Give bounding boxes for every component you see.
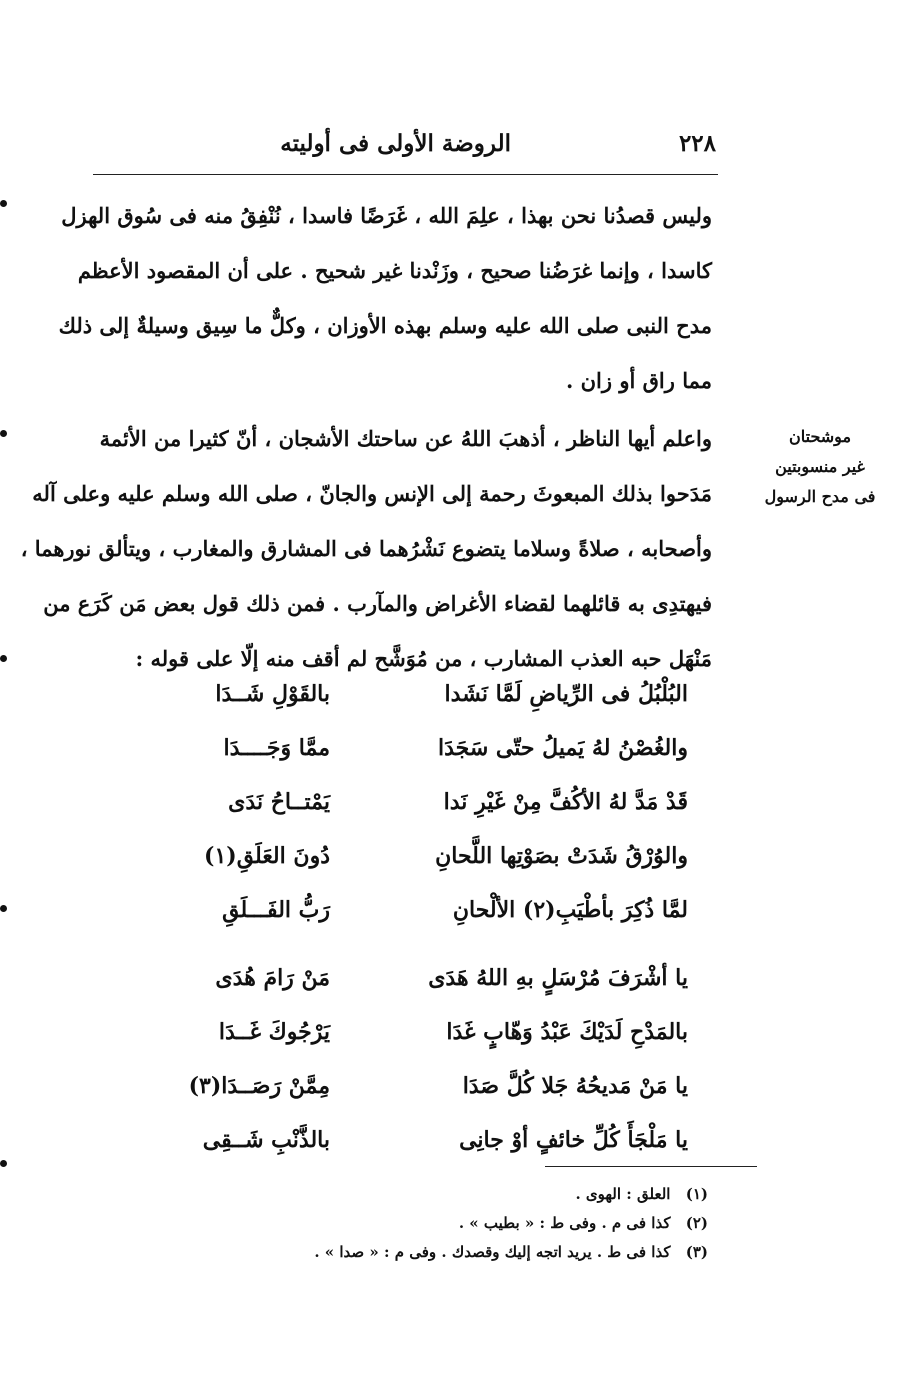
verse-first-hemistich: بالمَدْحِ لَدَيْكَ عَبْدُ وَهّابٍ غَدَا <box>446 1019 688 1045</box>
paragraph-1 <box>58 188 712 408</box>
footnote-number: (١) <box>685 1185 708 1203</box>
footnote <box>200 1238 708 1267</box>
footnote-number: (٢) <box>685 1214 708 1232</box>
verse-first-hemistich: يا مَلْجَأَ كُلِّ خائفٍ أوْ جانِى <box>459 1127 688 1153</box>
running-header <box>96 130 716 170</box>
scan-margin-mark <box>0 430 7 437</box>
verse-first-hemistich: لمَّا ذُكِرَ بأطْيَبِ(٢) الألْحانِ <box>452 897 688 923</box>
verse <box>100 837 712 891</box>
verse-second-hemistich: يَمْتــاحُ نَدَى <box>228 789 330 815</box>
paragraph-line: وليس قصدُنا نحن بهذا ، علِمَ الله ، غَرَضًا فاسدا ، نُنْفِقُ منه فى سُوق الهزل <box>61 203 712 228</box>
paragraph-line: واعلم أيها الناظر ، أذهبَ اللهُ عن ساحتك الأشجان ، أنّ كثيرا من الأئمة <box>99 426 712 451</box>
paragraph-line: مَدَحوا بذلك المبعوثَ رحمة إلى الإنس والجانّ ، صلى الله وسلم عليه وعلى آله <box>32 481 712 506</box>
verse <box>100 959 712 1013</box>
scan-margin-mark <box>0 200 7 207</box>
footnote-number: (٣) <box>685 1243 708 1261</box>
verse <box>100 783 712 837</box>
paragraph-line: مَنْهَل حبه العذب المشارب ، من مُوَشَّح لم أقف منه إلّا على قوله : <box>135 646 712 671</box>
scan-margin-mark <box>0 905 7 912</box>
paragraph-2 <box>20 411 712 686</box>
verse-first-hemistich: قَدْ مَدَّ لهُ الأكُفَّ مِنْ غَيْرِ نَدا <box>443 789 688 815</box>
verse-second-hemistich: دُونَ العَلَقِ(١) <box>204 843 330 869</box>
verse-second-hemistich: يَرْجُوكَ غَــدَا <box>218 1019 330 1045</box>
paragraph-line: مما راق أو زان . <box>566 368 712 393</box>
verse <box>100 729 712 783</box>
verse-first-hemistich: يا مَنْ مَديحُهُ جَلا كُلَّ صَدَا <box>462 1073 688 1099</box>
margin-note-line: غير منسوبتين <box>775 457 865 476</box>
footnote <box>200 1209 708 1238</box>
footnote <box>200 1180 708 1209</box>
poem-verses <box>100 675 712 1175</box>
footnote-text: كذا فى م . وفى ط : « بطيب » . <box>458 1214 671 1232</box>
verse <box>100 1013 712 1067</box>
verse-second-hemistich: بالذَّنْبِ شَــقِى <box>202 1127 330 1153</box>
verse-first-hemistich: والغُصْنُ لهُ يَميلُ حتّى سَجَدَا <box>437 735 688 761</box>
margin-note <box>760 422 880 512</box>
paragraph-line: كاسدا ، وإنما غرَضُنا صحيح ، وزَنْدنا غير شحيح . على أن المقصود الأعظم <box>77 258 712 283</box>
margin-note-line: فى مدح الرسول <box>764 487 876 506</box>
paragraph-line: فيهتدِى به قائلهما لقضاء الأغراض والمآرب . فمن ذلك قول بعض مَن كَرَع من <box>43 591 712 616</box>
header-title: الروضة الأولى فى أوليته <box>280 130 511 157</box>
paragraph-line: مدح النبى صلى الله عليه وسلم بهذه الأوزان ، وكلٌّ ما سِيق وسيلةٌ إلى ذلك <box>58 313 712 338</box>
paragraph-line: وأصحابه ، صلاةً وسلاما يتضوع نَشْرُهما فى المشارق والمغارب ، ويتألق نورهما ، <box>20 536 712 561</box>
header-rule <box>93 174 718 175</box>
verse-first-hemistich: يا أشْرَفَ مُرْسَلٍ بهِ اللهُ هَدَى <box>428 965 688 991</box>
verse-first-hemistich: البُلْبُلُ فى الرِّياضِ لَمَّا نَشَدا <box>444 681 688 707</box>
verse-second-hemistich: مِمَّنْ رَصَــدَا(٣) <box>188 1073 330 1099</box>
footnote-text: كذا فى ط . يريد اتجه إليك وقصدك . وفى م : « صدا » . <box>314 1243 671 1261</box>
verse <box>100 675 712 729</box>
verse-second-hemistich: بالقَوْلِ شَــدَا <box>215 681 330 707</box>
verse <box>100 1067 712 1121</box>
scan-margin-mark <box>0 1160 7 1167</box>
footnote-rule <box>545 1166 757 1167</box>
page-number: ٢٢٨ <box>678 130 716 157</box>
scan-margin-mark <box>0 655 7 662</box>
footnote-text: العلق : الهوى . <box>575 1185 671 1203</box>
verse <box>100 891 712 945</box>
verse-second-hemistich: مَنْ رَامَ هُدَى <box>215 965 330 991</box>
margin-note-line: موشحتان <box>788 427 852 446</box>
footnotes <box>200 1180 708 1267</box>
verse-second-hemistich: رَبُّ الفَـــلَقِ <box>222 897 330 923</box>
verse-first-hemistich: والوُرْقُ شَدَتْ بصَوْتِها اللَّحانِ <box>435 843 688 869</box>
verse-second-hemistich: ممَّا وَجَــــدَا <box>223 735 330 761</box>
